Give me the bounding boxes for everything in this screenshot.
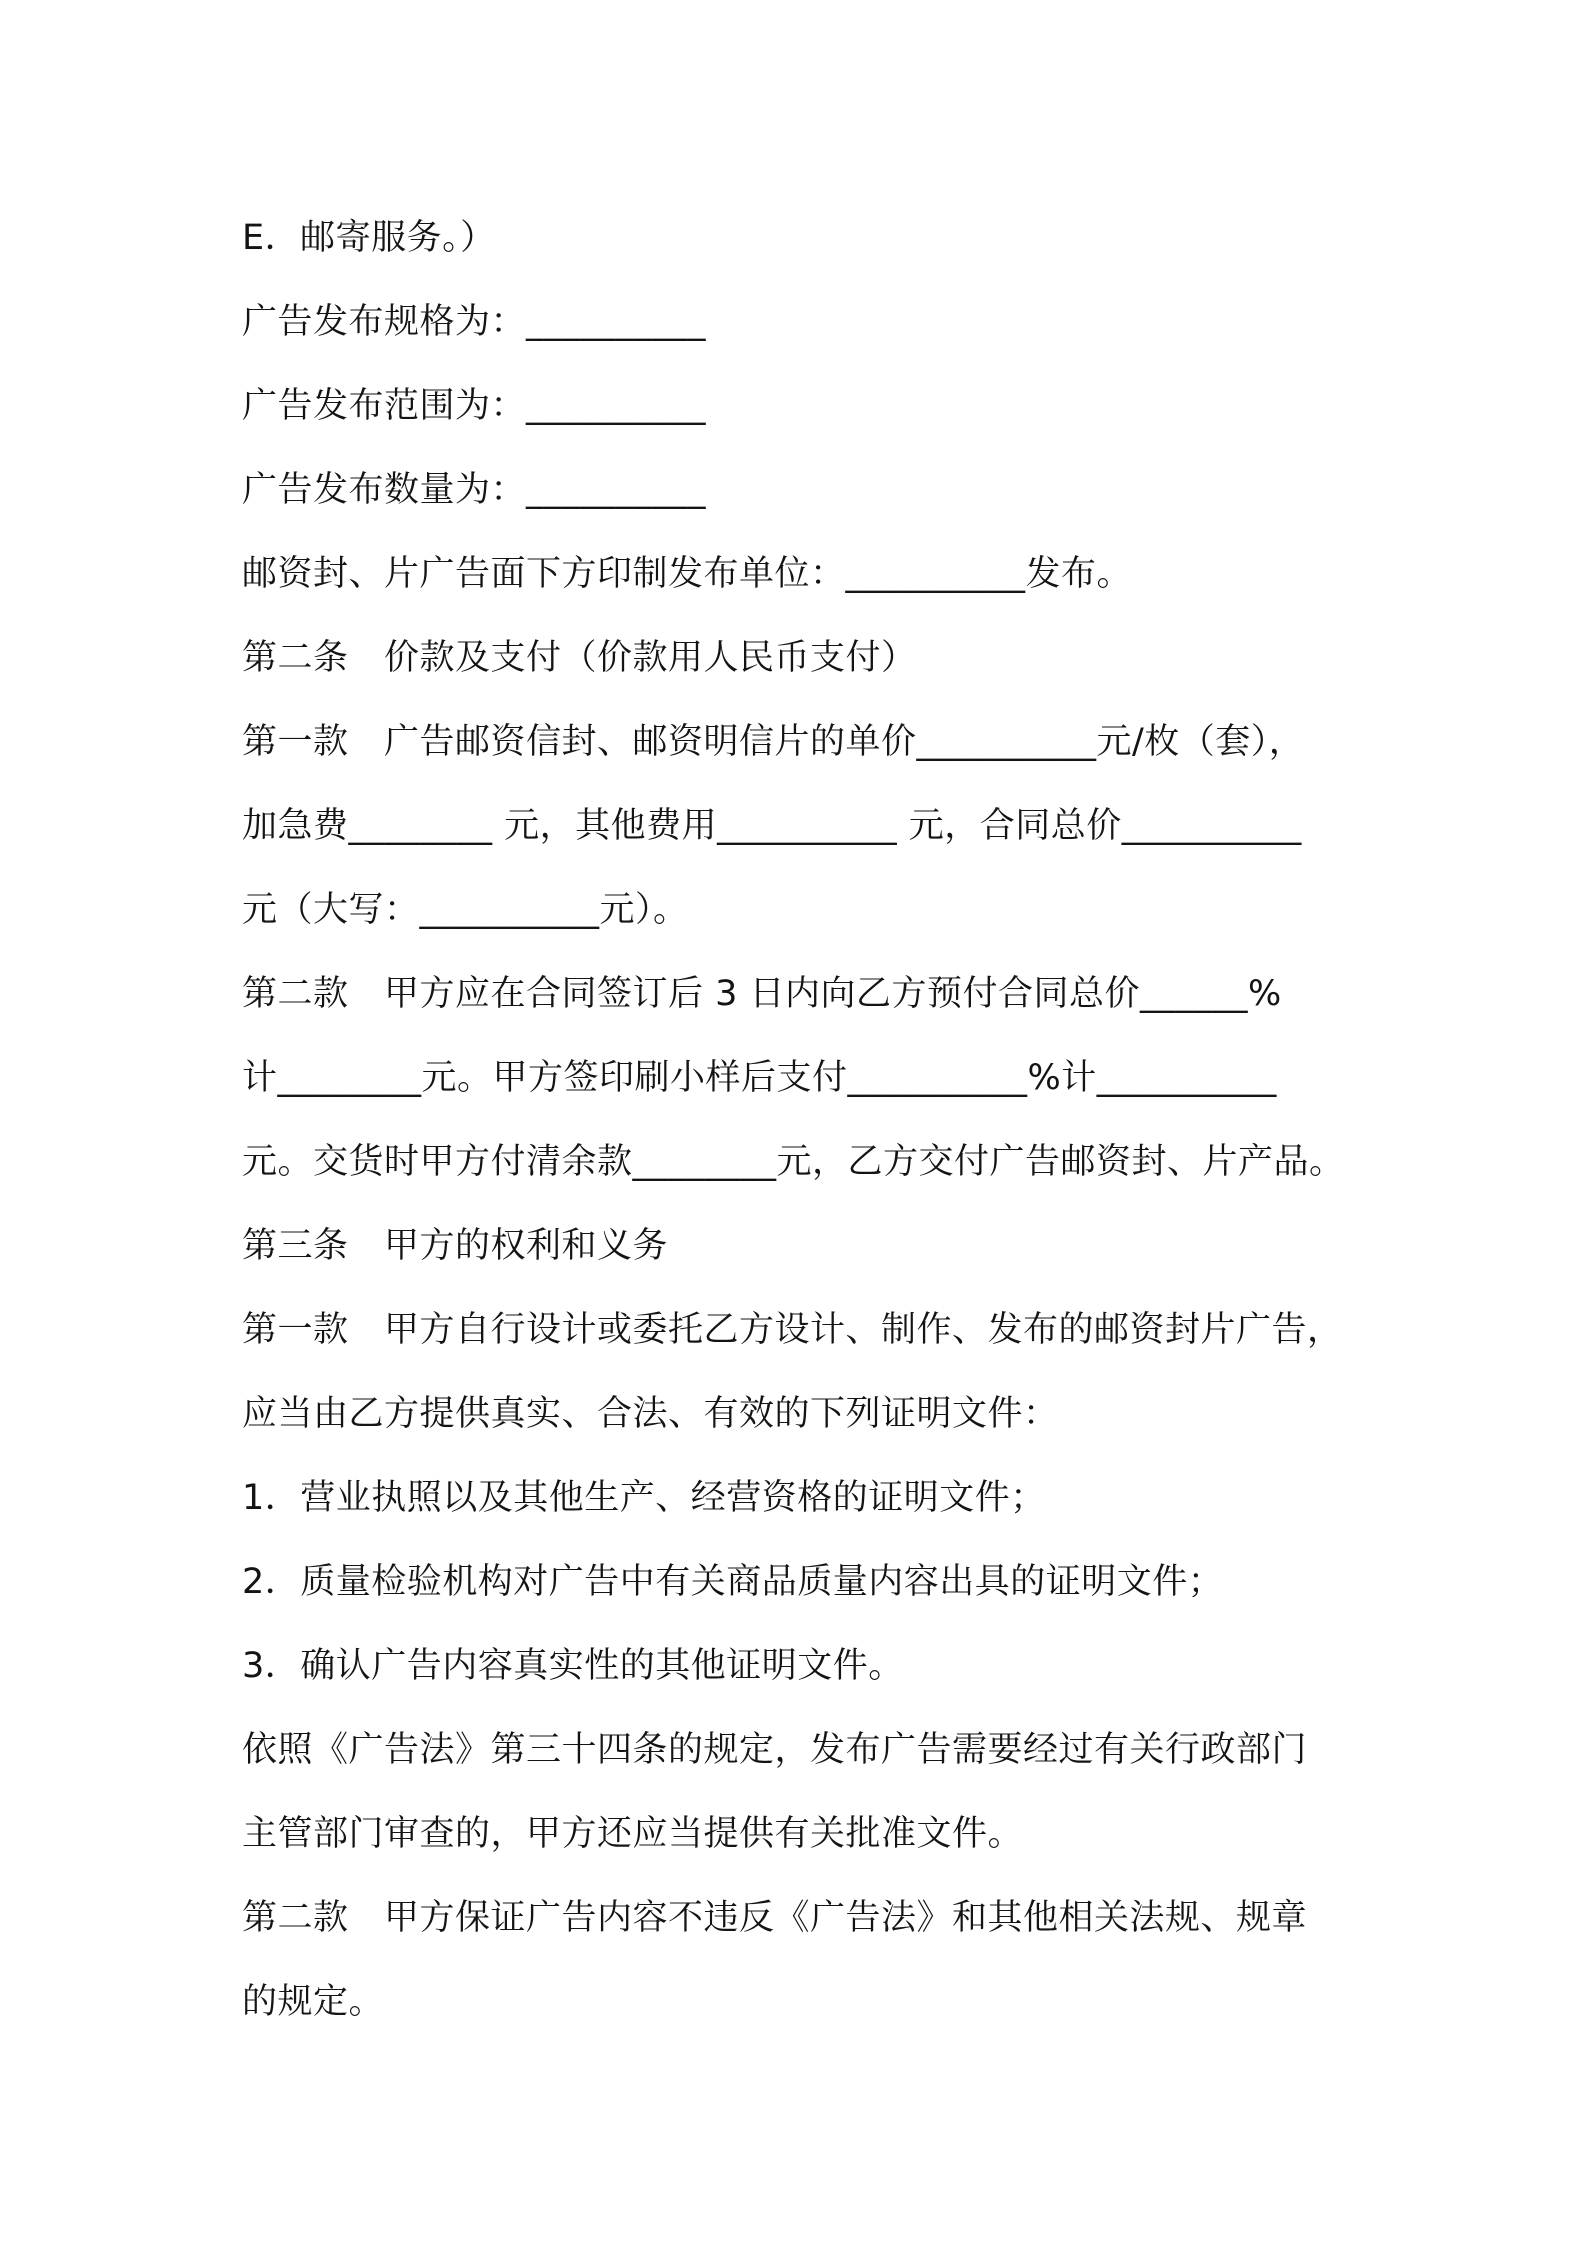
text-line: 第二款 甲方应在合同签订后 3 日内向乙方预付合同总价______% [242, 974, 1282, 1014]
text-line: 主管部门审查的，甲方还应当提供有关批准文件。 [242, 1814, 1024, 1854]
list-item: 3．确认广告内容真实性的其他证明文件。 [242, 1646, 904, 1686]
text-line: 的规定。 [242, 1982, 385, 2022]
list-item: 2．质量检验机构对广告中有关商品质量内容出具的证明文件； [242, 1562, 1224, 1602]
text-line: 应当由乙方提供真实、合法、有效的下列证明文件： [242, 1394, 1059, 1434]
section-heading: 第三条 甲方的权利和义务 [242, 1226, 669, 1266]
text-line: 加急费________ 元，其他费用__________ 元，合同总价__________ [242, 806, 1302, 846]
text-line: 第一款 广告邮资信封、邮资明信片的单价__________元/枚（套）， [242, 722, 1305, 762]
text-line: 邮资封、片广告面下方印制发布单位：__________发布。 [242, 554, 1133, 594]
text-line: 第一款 甲方自行设计或委托乙方设计、制作、发布的邮资封片广告， [242, 1310, 1343, 1350]
text-line: E．邮寄服务。） [242, 218, 496, 258]
text-line: 广告发布规格为：__________ [242, 302, 707, 342]
text-line: 广告发布范围为：__________ [242, 386, 707, 426]
list-item: 1．营业执照以及其他生产、经营资格的证明文件； [242, 1478, 1046, 1518]
text-line: 计________元。甲方签印刷小样后支付__________%计__________ [242, 1058, 1277, 1098]
text-line: 第二款 甲方保证广告内容不违反《广告法》和其他相关法规、规章 [242, 1898, 1308, 1938]
text-line: 元（大写：__________元）。 [242, 890, 689, 930]
section-heading: 第二条 价款及支付（价款用人民币支付） [242, 638, 917, 678]
text-line: 元。交货时甲方付清余款________元，乙方交付广告邮资封、片产品。 [242, 1142, 1345, 1182]
text-line: 广告发布数量为：__________ [242, 470, 707, 510]
document-body [242, 196, 1362, 2044]
text-line: 依照《广告法》第三十四条的规定，发布广告需要经过有关行政部门 [242, 1730, 1308, 1770]
